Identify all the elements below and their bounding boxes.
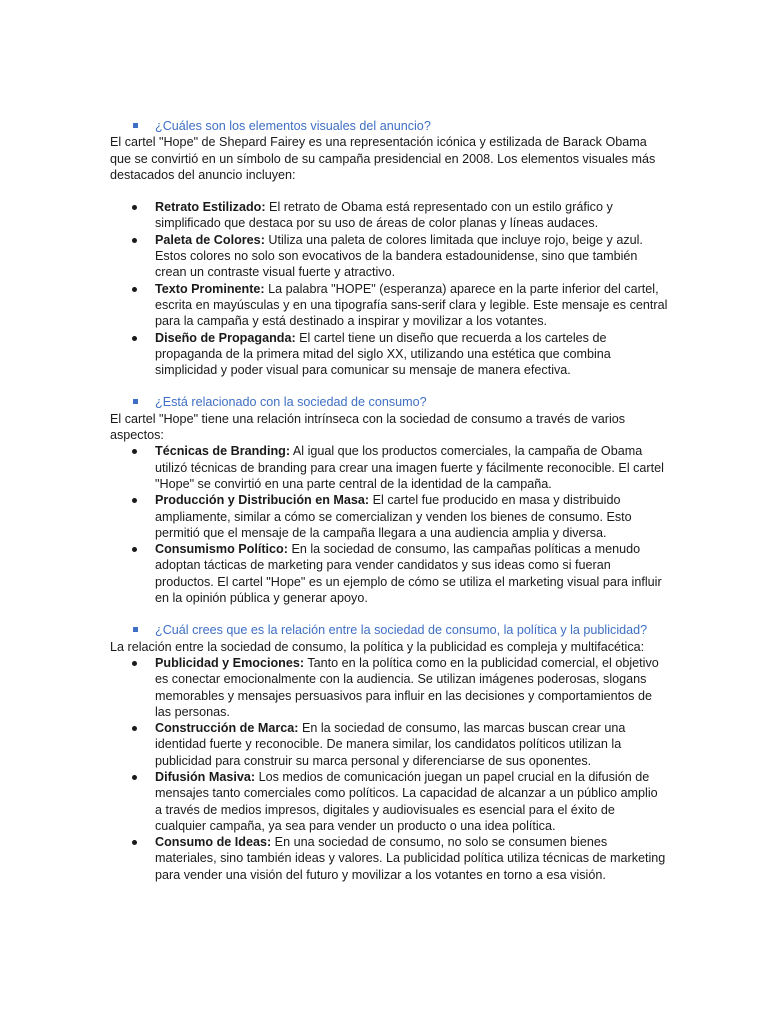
item-term: Consumismo Político: [155, 542, 288, 557]
spacer [110, 378, 668, 394]
item-text: Utiliza una paleta de colores limitada que incluye rojo, beige y azul. Estos colores no solo son evocativos de la bandera estadounidense, sino que también crean un contraste visual fuerte y atractivo. [155, 232, 643, 280]
round-bullet-icon [110, 720, 155, 736]
item-term: Publicidad y Emociones: [155, 655, 305, 670]
list-item [110, 720, 668, 769]
item-text: Al igual que los productos comerciales, la campaña de Obama utilizó técnicas de branding para crear una imagen fuerte y fácilmente reconocible. El cartel "Hope" se convirtió en una parte central de la identidad de la campaña. [155, 444, 664, 491]
bullet-list-1 [110, 199, 668, 378]
section-intro-2: El cartel "Hope" tiene una relación intrínseca con la sociedad de consumo a través de varios aspectos: [110, 411, 626, 443]
round-bullet-icon [110, 541, 155, 557]
round-bullet-icon [110, 834, 155, 850]
item-text: La palabra "HOPE" (esperanza) aparece en la parte inferior del cartel, escrita en mayúsculas y en una tipografía sans-serif clara y legible. Este mensaje es central para la campaña y está destinado a inspirar y movilizar a los votantes. [155, 281, 668, 329]
spacer [110, 183, 668, 199]
square-bullet-icon [110, 118, 155, 134]
item-text: El retrato de Obama está representado con un estilo gráfico y simplificado que destaca por su uso de áreas de color planas y líneas audaces. [155, 200, 613, 231]
question-text: ¿Cuáles son los elementos visuales del anuncio? [155, 119, 431, 133]
round-bullet-icon [110, 232, 155, 248]
item-term: Consumo de Ideas: [155, 835, 272, 850]
spacer [110, 606, 668, 622]
item-text: Tanto en la política como en la publicidad comercial, el objetivo es conectar emocionalmente con la audiencia. Se utilizan imágenes poderosas, slogans memorables y mensajes persuasivos para influir en las decisiones y comportamientos de las personas. [155, 655, 659, 719]
bullet-list-3 [110, 655, 668, 883]
list-item [110, 443, 668, 492]
item-term: Retrato Estilizado: [155, 200, 266, 215]
section-intro-1: El cartel "Hope" de Shepard Fairey es una representación icónica y estilizada de Barack Obama que se convirtió en un símbolo de su campaña presidencial en 2008. Los elementos visuales más destacados del anuncio incluyen: [110, 135, 656, 182]
list-item [110, 769, 668, 834]
square-bullet-icon [110, 394, 155, 410]
round-bullet-icon [110, 330, 155, 346]
round-bullet-icon [110, 655, 155, 671]
round-bullet-icon [110, 492, 155, 508]
bullet-list-2 [110, 443, 668, 606]
round-bullet-icon [110, 769, 155, 785]
question-text: ¿Está relacionado con la sociedad de consumo? [155, 395, 427, 410]
item-text: En una sociedad de consumo, no solo se consumen bienes materiales, sino también ideas y valores. La publicidad política utiliza técnicas de marketing para vender una visión del futuro y movilizar a los votantes en torno a esa visión. [155, 835, 666, 882]
item-text: El cartel tiene un diseño que recuerda a los carteles de propaganda de la primera mitad del siglo XX, utilizando una estética que combina simplicidad y poder visual para comunicar su mensaje de manera efectiva. [155, 330, 611, 378]
list-item [110, 281, 668, 330]
square-bullet-icon [110, 622, 155, 638]
question-heading-1 [110, 118, 668, 134]
item-term: Difusión Masiva: [155, 769, 256, 784]
item-term: Técnicas de Branding: [155, 444, 291, 459]
question-text: ¿Cuál crees que es la relación entre la sociedad de consumo, la política y la publicidad? [155, 623, 648, 638]
item-term: Diseño de Propaganda: [155, 330, 296, 345]
item-term: Paleta de Colores: [155, 232, 265, 247]
list-item [110, 541, 668, 606]
item-term: Producción y Distribución en Masa: [155, 493, 370, 508]
item-text: En la sociedad de consumo, las marcas buscan crear una identidad fuerte y reconocible. De manera similar, los candidatos políticos utilizan la publicidad para construir su marca personal y diferenciarse de sus oponentes. [155, 721, 626, 768]
list-item [110, 655, 668, 720]
round-bullet-icon [110, 443, 155, 459]
list-item [110, 330, 668, 379]
section-intro-3: La relación entre la sociedad de consumo, la política y la publicidad es compleja y multifacética: [110, 639, 645, 654]
round-bullet-icon [110, 281, 155, 297]
list-item [110, 199, 668, 232]
list-item [110, 834, 668, 883]
item-text: El cartel fue producido en masa y distribuido ampliamente, similar a cómo se comercializan y venden los bienes de consumo. Esto permitió que el mensaje de la campaña llegara a una audiencia amplia y diversa. [155, 493, 632, 540]
question-heading-2 [110, 394, 668, 410]
question-heading-3 [110, 622, 668, 638]
list-item [110, 232, 668, 281]
item-text: Los medios de comunicación juegan un papel crucial en la difusión de mensajes tanto comerciales como políticos. La capacidad de alcanzar a un público amplio a través de medios impresos, digitales y audiovisuales es esencial para el éxito de cualquier campaña, ya sea para vender un producto o una idea política. [155, 769, 658, 833]
item-term: Construcción de Marca: [155, 721, 299, 736]
item-text: En la sociedad de consumo, las campañas políticas a menudo adoptan tácticas de marketing para vender candidatos y sus ideas como si fueran productos. El cartel "Hope" es un ejemplo de cómo se utiliza el marketing visual para influir en la opinión pública y generar apoyo. [155, 542, 662, 606]
list-item [110, 492, 668, 541]
round-bullet-icon [110, 199, 155, 215]
item-term: Texto Prominente: [155, 281, 265, 296]
